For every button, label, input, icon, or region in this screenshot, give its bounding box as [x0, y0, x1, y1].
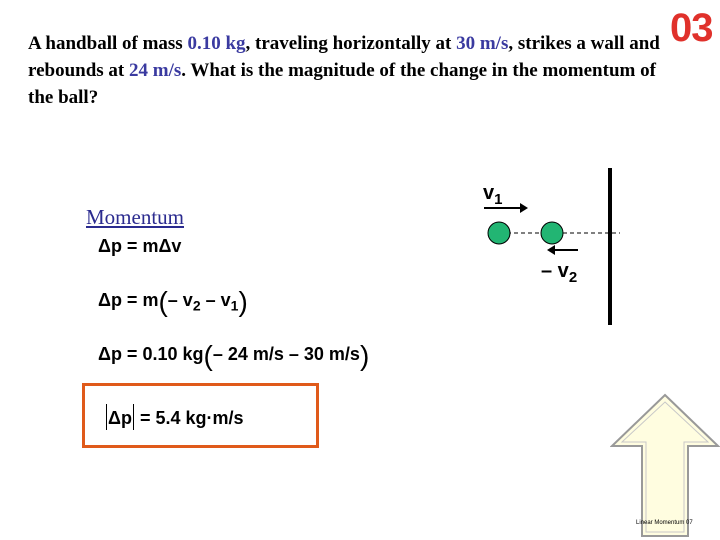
up-arrow-icon[interactable]	[610, 393, 720, 540]
question-part-2: , traveling horizontally at	[245, 33, 457, 54]
mass-value: 0.10 kg	[187, 33, 246, 54]
eq2-prefix: Δp = m	[98, 290, 159, 310]
ball-rebound	[541, 222, 563, 244]
left-paren: (	[158, 286, 168, 317]
equation-substitution	[98, 286, 248, 318]
slide-number: 03	[670, 6, 713, 50]
eq2-inner: – v	[167, 290, 193, 310]
left-paren: (	[203, 340, 213, 371]
question-part-1: A handball of mass	[28, 33, 188, 54]
abs-bar-left	[106, 404, 107, 430]
eq2-sub-1: 1	[230, 297, 239, 314]
abs-bar-right	[133, 404, 134, 430]
answer-rhs: = 5.4 kg·m/s	[134, 408, 244, 428]
eq2-sub-2: 2	[192, 297, 201, 314]
eq3-prefix: Δp = 0.10 kg	[98, 344, 204, 364]
momentum-link[interactable]: Momentum	[86, 205, 184, 229]
speed-2-value: 24 m/s	[129, 60, 182, 81]
footer-label: Linear Momentum 07	[636, 520, 693, 526]
equation-numbers	[98, 340, 369, 372]
equation-momentum-change: Δp = mΔv	[98, 236, 182, 256]
v2-symbol: – v	[541, 260, 569, 282]
question-part-3: , strikes a wall and rebounds at	[28, 33, 660, 81]
v2-subscript: 2	[568, 269, 578, 286]
question-text	[28, 30, 668, 111]
eq3-inner: – 24 m/s – 30 m/s	[212, 344, 360, 364]
right-paren: )	[359, 340, 370, 371]
answer-lhs: Δp	[108, 408, 132, 428]
v1-subscript: 1	[494, 191, 503, 208]
ball-incoming	[488, 222, 510, 244]
v1-label	[483, 182, 502, 208]
speed-1-value: 30 m/s	[456, 33, 509, 54]
v2-label	[541, 260, 577, 286]
v2-arrow-icon	[547, 245, 578, 255]
v1-symbol: v	[483, 182, 495, 204]
right-paren: )	[238, 286, 248, 317]
eq2-mid: – v	[200, 290, 231, 310]
answer-equation	[105, 404, 244, 430]
question-part-4: . What is the magnitude of the change in the momentum of the ball?	[28, 60, 656, 108]
